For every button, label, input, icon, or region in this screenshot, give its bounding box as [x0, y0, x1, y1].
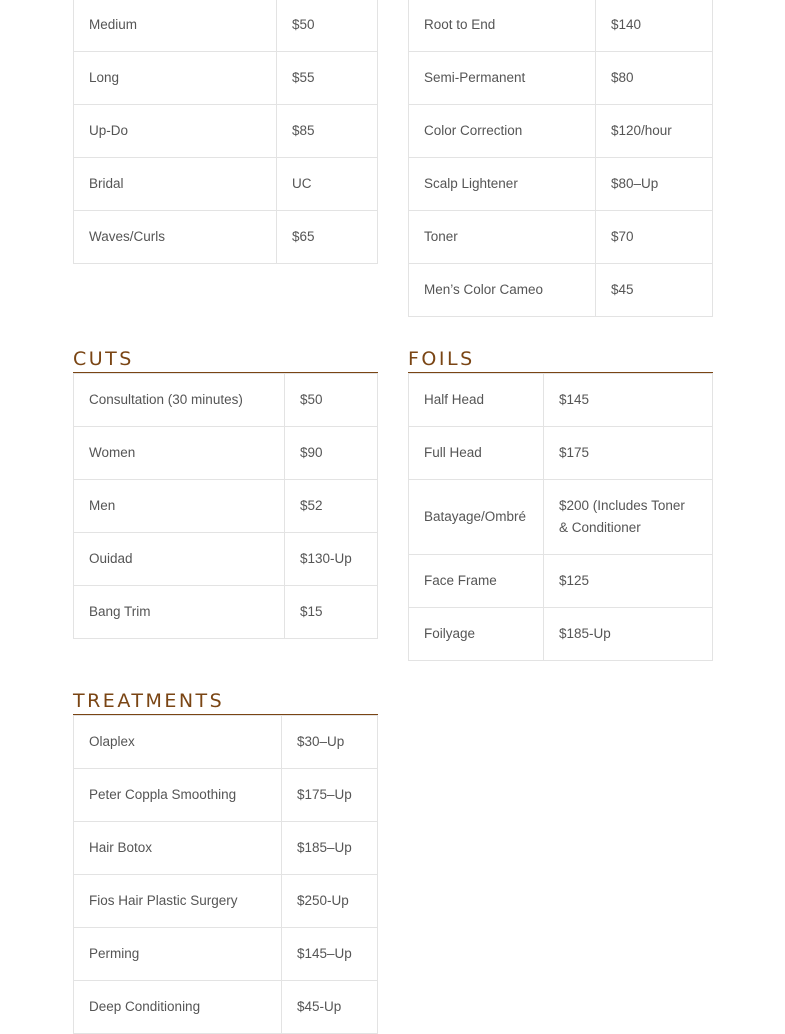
service-name: Bridal [74, 158, 277, 211]
foils-section [408, 348, 713, 661]
price-row [74, 374, 378, 427]
service-name: Women [74, 427, 285, 480]
service-name: Face Frame [409, 555, 544, 608]
color-price-table [408, 0, 713, 317]
price-row [74, 981, 378, 1034]
service-name: Men [74, 480, 285, 533]
service-name: Foilyage [409, 608, 544, 661]
price-row [74, 586, 378, 639]
service-name: Ouidad [74, 533, 285, 586]
service-name: Peter Coppla Smoothing [74, 769, 282, 822]
price-row [409, 480, 713, 555]
service-price: $175–Up [282, 769, 378, 822]
service-name: Olaplex [74, 716, 282, 769]
price-row [74, 533, 378, 586]
service-name: Perming [74, 928, 282, 981]
price-row [74, 822, 378, 875]
service-name: Deep Conditioning [74, 981, 282, 1034]
price-row [74, 427, 378, 480]
cuts-heading: CUTS [73, 348, 378, 373]
price-row [74, 211, 378, 264]
price-row [409, 52, 713, 105]
price-row [409, 158, 713, 211]
foils-price-table [408, 373, 713, 661]
service-price: $50 [285, 374, 378, 427]
service-price: $125 [544, 555, 713, 608]
price-row [74, 0, 378, 52]
price-row [74, 52, 378, 105]
service-price: $80 [596, 52, 713, 105]
service-price: $200 (Includes Toner & Conditioner [544, 480, 713, 555]
service-price: $90 [285, 427, 378, 480]
service-name: Color Correction [409, 105, 596, 158]
service-name: Batayage/Ombré [409, 480, 544, 555]
service-price: $250-Up [282, 875, 378, 928]
service-price: $175 [544, 427, 713, 480]
service-name: Bang Trim [74, 586, 285, 639]
service-price: $15 [285, 586, 378, 639]
service-price: $80–Up [596, 158, 713, 211]
service-name: Scalp Lightener [409, 158, 596, 211]
price-row [409, 427, 713, 480]
service-price: $50 [277, 0, 378, 52]
service-price: $65 [277, 211, 378, 264]
treatments-price-table [73, 715, 378, 1034]
price-row [74, 105, 378, 158]
service-price: $145–Up [282, 928, 378, 981]
treatments-heading: TREATMENTS [73, 690, 378, 715]
service-price: $120/hour [596, 105, 713, 158]
price-row [409, 264, 713, 317]
service-name: Toner [409, 211, 596, 264]
price-row [74, 716, 378, 769]
service-name: Men’s Color Cameo [409, 264, 596, 317]
service-name: Semi-Permanent [409, 52, 596, 105]
treatments-section [73, 690, 378, 1034]
service-name: Waves/Curls [74, 211, 277, 264]
service-name: Hair Botox [74, 822, 282, 875]
service-name: Long [74, 52, 277, 105]
price-row [409, 608, 713, 661]
styles-price-table [73, 0, 378, 264]
cuts-section [73, 348, 378, 639]
service-name: Root to End [409, 0, 596, 52]
price-row [409, 555, 713, 608]
service-price: UC [277, 158, 378, 211]
service-name: Medium [74, 0, 277, 52]
price-row [409, 211, 713, 264]
price-row [409, 105, 713, 158]
price-row [74, 875, 378, 928]
service-price: $145 [544, 374, 713, 427]
service-price: $130-Up [285, 533, 378, 586]
price-row [74, 158, 378, 211]
service-price: $185-Up [544, 608, 713, 661]
price-row [74, 480, 378, 533]
service-price: $55 [277, 52, 378, 105]
price-row [74, 928, 378, 981]
service-name: Full Head [409, 427, 544, 480]
service-name: Fios Hair Plastic Surgery [74, 875, 282, 928]
service-price: $45 [596, 264, 713, 317]
cuts-price-table [73, 373, 378, 639]
service-name: Up-Do [74, 105, 277, 158]
price-row [409, 374, 713, 427]
service-price: $140 [596, 0, 713, 52]
service-price: $70 [596, 211, 713, 264]
service-name: Consultation (30 minutes) [74, 374, 285, 427]
service-name: Half Head [409, 374, 544, 427]
service-price: $30–Up [282, 716, 378, 769]
foils-heading: FOILS [408, 348, 713, 373]
service-price: $45-Up [282, 981, 378, 1034]
styles-section [73, 0, 378, 264]
color-section [408, 0, 713, 317]
price-row [74, 769, 378, 822]
service-price: $185–Up [282, 822, 378, 875]
service-price: $85 [277, 105, 378, 158]
service-price: $52 [285, 480, 378, 533]
price-row [409, 0, 713, 52]
